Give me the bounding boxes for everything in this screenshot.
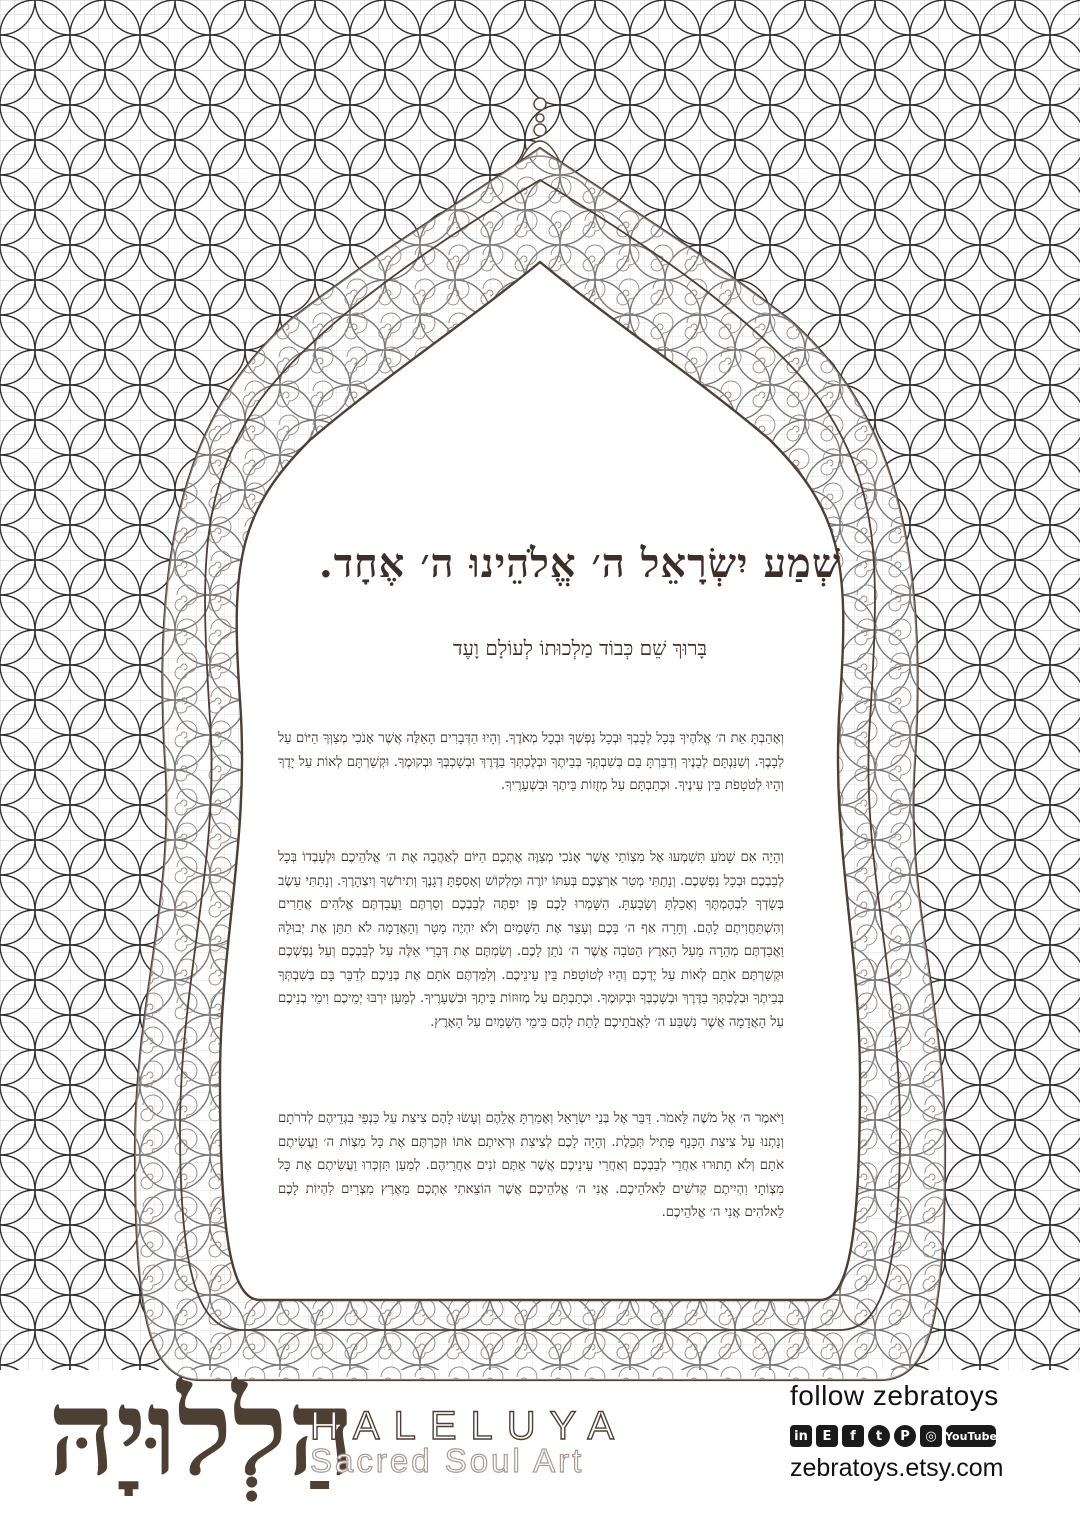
prayer-title: שְׁמַע יִשְׂרָאֵל ה׳ אֱלֹהֵינוּ ה׳ אֶחָד. [318, 540, 842, 587]
prayer-subtitle: בָּרוּךְ שֵׁם כְּבוֹד מַלְכוּתוֹ לְעוֹלָם וָעֶד [452, 636, 708, 660]
prayer-paragraph: וְאָהַבְתָּ אֵת ה׳ אֱלֹהֶיךָ בְּכָל לְבָבְךָ וּבְכָל נַפְשְׁךָ וּבְכָל מְאֹדֶךָ. וְהָיוּ הַדְּבָרִים הָאֵלֶּה אֲשֶׁר אָנֹכִי מְצַוְּךָ הַיּוֹם עַל לְבָבֶךָ. וְשִׁנַּנְתָּם לְבָנֶיךָ וְדִבַּרְתָּ בָּם בְּשִׁבְתְּךָ בְּבֵיתֶךָ וּבְלֶכְתְּךָ בַדֶּרֶךְ וּבְשָׁכְבְּךָ וּבְקוּמֶךָ. וּקְשַׁרְתָּם לְאוֹת עַל יָדֶךָ וְהָיוּ לְטֹטָפֹת בֵּין עֵינֶיךָ. וּכְתַבְתָּם עַל מְזֻזוֹת בֵּיתֶךָ וּבִשְׁעָרֶיךָ. [278, 731, 784, 793]
facebook-icon[interactable]: f [842, 1425, 864, 1447]
prayer-paragraph: וַיֹּאמֶר ה׳ אֶל מֹשֶׁה לֵּאמֹר. דַּבֵּר אֶל בְּנֵי יִשְׂרָאֵל וְאָמַרְתָּ אֲלֵהֶם וְעָשׂוּ לָהֶם צִיצִת עַל כַּנְפֵי בִגְדֵיהֶם לְדֹרֹתָם וְנָתְנוּ עַל צִיצִת הַכָּנָף פְּתִיל תְּכֵלֶת. וְהָיָה לָכֶם לְצִיצִת וּרְאִיתֶם אֹתוֹ וּזְכַרְתֶּם אֶת כָּל מִצְוֹת ה׳ וַעֲשִׂיתֶם אֹתָם וְלֹא תָתוּרוּ אַחֲרֵי לְבַבְכֶם וְאַחֲרֵי עֵינֵיכֶם אֲשֶׁר אַתֶּם זֹנִים אַחֲרֵיהֶם. לְמַעַן תִּזְכְּרוּ וַעֲשִׂיתֶם אֶת כָּל מִצְוֹתָי וִהְיִיתֶם קְדֹשִׁים לֵאלֹהֵיכֶם. אֲנִי ה׳ אֱלֹהֵיכֶם אֲשֶׁר הוֹצֵאתִי אֶתְכֶם מֵאֶרֶץ מִצְרַיִם לִהְיוֹת לָכֶם לֵאלֹהִים אֲנִי ה׳ אֱלֹהֵיכֶם. [278, 1111, 784, 1220]
etsy-icon[interactable]: E [816, 1425, 838, 1447]
hebrew-logo: הַלְלוּיָהּ [48, 1363, 356, 1502]
instagram-icon[interactable]: ◎ [920, 1425, 942, 1447]
linkedin-icon[interactable]: in [790, 1425, 812, 1447]
brand-name: HALELUYA [310, 1404, 629, 1448]
prayer-paragraph: וְהָיָה אִם שָׁמֹעַ תִּשְׁמְעוּ אֶל מִצְוֹתַי אֲשֶׁר אָנֹכִי מְצַוֶּה אֶתְכֶם הַיּוֹם לְאַהֲבָה אֶת ה׳ אֱלֹהֵיכֶם וּלְעָבְדוֹ בְּכָל לְבַבְכֶם וּבְכָל נַפְשְׁכֶם. וְנָתַתִּי מְטַר אַרְצְכֶם בְּעִתּוֹ יוֹרֶה וּמַלְקוֹשׁ וְאָסַפְתָּ דְגָנֶךָ וְתִירֹשְׁךָ וְיִצְהָרֶךָ. וְנָתַתִּי עֵשֶׂב בְּשָׂדְךָ לִבְהֶמְתֶּךָ וְאָכַלְתָּ וְשָׂבָעְתָּ. הִשָּׁמְרוּ לָכֶם פֶּן יִפְתֶּה לְבַבְכֶם וְסַרְתֶּם וַעֲבַדְתֶּם אֱלֹהִים אֲחֵרִים וְהִשְׁתַּחֲוִיתֶם לָהֶם. וְחָרָה אַף ה׳ בָּכֶם וְעָצַר אֶת הַשָּׁמַיִם וְלֹא יִהְיֶה מָטָר וְהָאֲדָמָה לֹא תִתֵּן אֶת יְבוּלָהּ וַאֲבַדְתֶּם מְהֵרָה מֵעַל הָאָרֶץ הַטֹּבָה אֲשֶׁר ה׳ נֹתֵן לָכֶם. וְשַׂמְתֶּם אֶת דְּבָרַי אֵלֶּה עַל לְבַבְכֶם וְעַל נַפְשְׁכֶם וּקְשַׁרְתֶּם אֹתָם לְאוֹת עַל יֶדְכֶם וְהָיוּ לְטוֹטָפֹת בֵּין עֵינֵיכֶם. וְלִמַּדְתֶּם אֹתָם אֶת בְּנֵיכֶם לְדַבֵּר בָּם בְּשִׁבְתְּךָ בְּבֵיתֶךָ וּבְלֶכְתְּךָ בַדֶּרֶךְ וּבְשָׁכְבְּךָ וּבְקוּמֶךָ. וּכְתַבְתָּם עַל מְזוּזוֹת בֵּיתֶךָ וּבִשְׁעָרֶיךָ. לְמַעַן יִרְבּוּ יְמֵיכֶם וִימֵי בְנֵיכֶם עַל הָאֲדָמָה אֲשֶׁר נִשְׁבַּע ה׳ לַאֲבֹתֵיכֶם לָתֵת לָהֶם כִּימֵי הַשָּׁמַיִם עַל הָאָרֶץ. [278, 850, 784, 1030]
follow-text: follow zebratoys [790, 1380, 999, 1411]
shop-url-link[interactable]: zebratoys.etsy.com [790, 1454, 1004, 1482]
pinterest-icon[interactable]: P [894, 1425, 916, 1447]
brand-tagline: Sacred Soul Art [310, 1442, 585, 1479]
twitter-icon[interactable]: t [868, 1425, 890, 1447]
social-icons-row [790, 1425, 996, 1447]
youtube-icon[interactable]: YouTube [946, 1425, 996, 1447]
